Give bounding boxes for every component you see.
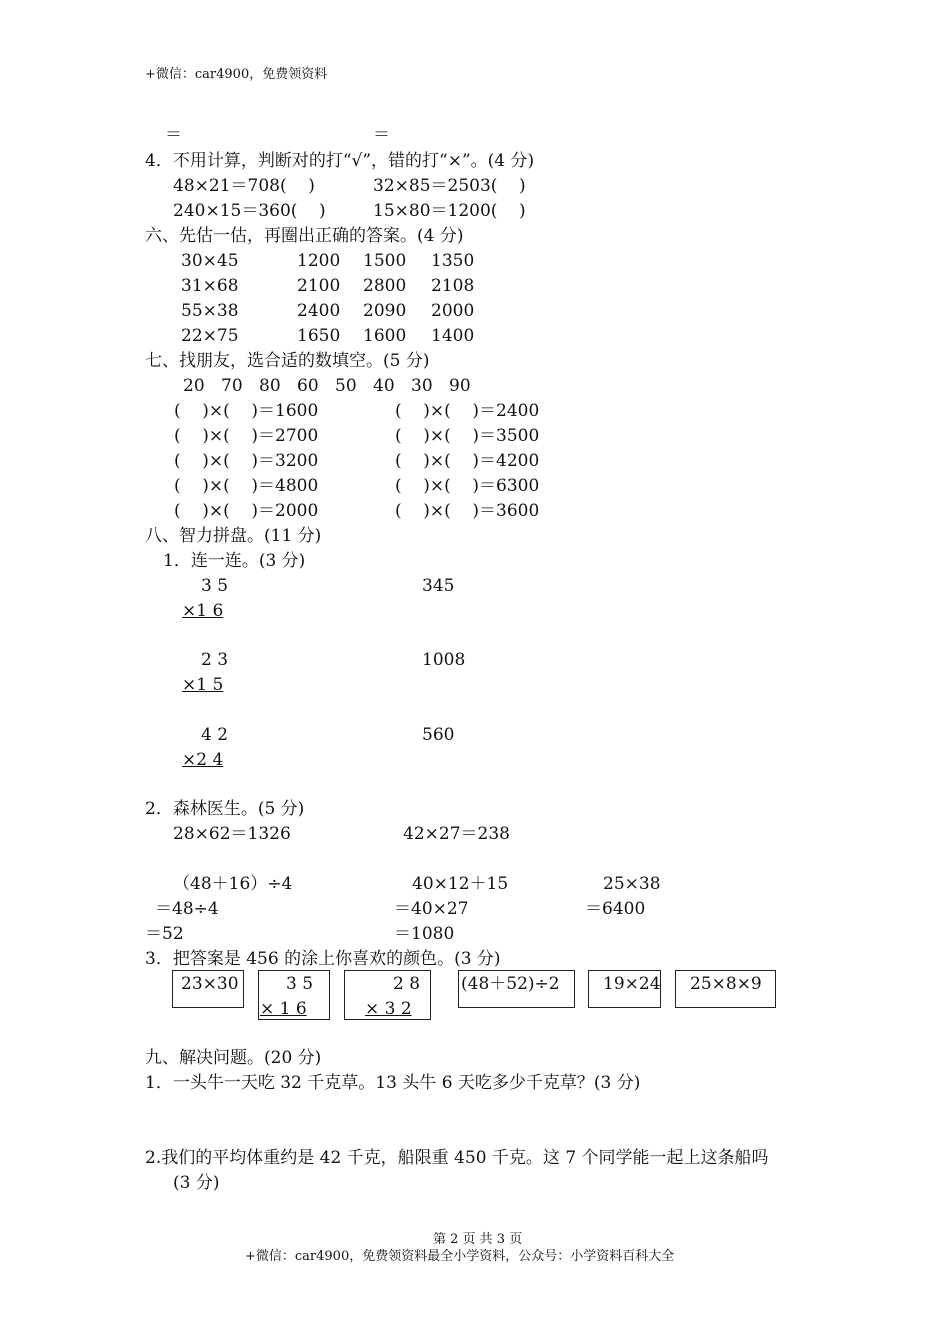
estimate-expr: 22×75 (181, 326, 239, 346)
color-box-text: × 3 2 (365, 999, 412, 1019)
section-6-title: 六、先估一估，再圈出正确的答案。(4 分) (145, 226, 464, 246)
vertical-mult-bottom: ×2 4 (182, 750, 224, 770)
color-box[interactable] (258, 970, 330, 1020)
estimate-option: 1500 (363, 251, 407, 271)
estimate-option: 1650 (297, 326, 341, 346)
equals-sign: ＝ (373, 125, 390, 145)
section-8-title: 八、智力拼盘。(11 分) (145, 526, 322, 546)
equals-sign: ＝ (165, 125, 182, 145)
match-answer: 345 (422, 576, 455, 596)
number-choice: 30 (411, 376, 433, 396)
fill-blank-equation: ( )×( )＝4800 (174, 476, 319, 496)
footer-wechat: +微信：car4900，免费领资料最全小学资料，公众号：小学资料百科大全 (245, 1249, 675, 1264)
doctor-step: ＝1080 (394, 924, 455, 944)
color-box[interactable] (588, 970, 661, 1008)
fill-blank-equation: ( )×( )＝2700 (174, 426, 319, 446)
doctor-step: ＝6400 (585, 899, 646, 919)
color-box[interactable] (458, 970, 575, 1008)
subquestion-3-title: 3．把答案是 456 的涂上你喜欢的颜色。(3 分) (145, 949, 501, 969)
judge-item: 15×80＝1200( ) (373, 201, 526, 221)
problem-2-line-2: (3 分) (173, 1173, 220, 1193)
judge-item: 48×21＝708( ) (173, 176, 315, 196)
problem-2-line-1: 2.我们的平均体重约是 42 千克，船限重 450 千克。这 7 个同学能一起上这条船吗 (145, 1148, 769, 1168)
color-box-text: × 1 6 (260, 999, 307, 1019)
vertical-mult-top: 2 3 (201, 650, 229, 670)
page-number: 第 2 页 共 3 页 (433, 1232, 523, 1247)
number-choice: 70 (221, 376, 243, 396)
doctor-equation: 28×62＝1326 (173, 824, 291, 844)
judge-item: 32×85＝2503( ) (373, 176, 526, 196)
doctor-step: ＝48÷4 (155, 899, 219, 919)
judge-item: 240×15＝360( ) (173, 201, 326, 221)
section-7-title: 七、找朋友，选合适的数填空。(5 分) (145, 351, 430, 371)
match-answer: 1008 (422, 650, 466, 670)
fill-blank-equation: ( )×( )＝3200 (174, 451, 319, 471)
estimate-expr: 31×68 (181, 276, 239, 296)
number-choice: 20 (183, 376, 205, 396)
fill-blank-equation: ( )×( )＝3500 (395, 426, 540, 446)
color-box[interactable] (172, 970, 244, 1008)
number-choice: 90 (449, 376, 471, 396)
number-choice: 50 (335, 376, 357, 396)
color-box[interactable] (344, 970, 431, 1020)
fill-blank-equation: ( )×( )＝6300 (395, 476, 540, 496)
number-choice: 80 (259, 376, 281, 396)
estimate-option: 2000 (431, 301, 475, 321)
problem-1: 1．一头牛一天吃 32 千克草。13 头牛 6 天吃多少千克草？(3 分) (145, 1073, 641, 1093)
fill-blank-equation: ( )×( )＝4200 (395, 451, 540, 471)
doctor-step: 25×38 (603, 874, 661, 894)
doctor-step: 40×12＋15 (412, 874, 509, 894)
vertical-mult-top: 4 2 (201, 725, 229, 745)
doctor-step: ＝40×27 (394, 899, 469, 919)
question-4-title: 4．不用计算，判断对的打“√”，错的打“×”。(4 分) (145, 151, 535, 171)
vertical-mult-top: 3 5 (201, 576, 229, 596)
vertical-mult-bottom: ×1 5 (182, 675, 224, 695)
estimate-expr: 55×38 (181, 301, 239, 321)
color-box-text: 25×8×9 (690, 974, 762, 994)
estimate-option: 2090 (363, 301, 407, 321)
color-box-text: 2 8 (393, 974, 421, 994)
number-choice: 40 (373, 376, 395, 396)
estimate-option: 1200 (297, 251, 341, 271)
number-choice: 60 (297, 376, 319, 396)
fill-blank-equation: ( )×( )＝2000 (174, 501, 319, 521)
color-box-text: 23×30 (181, 974, 239, 994)
fill-blank-equation: ( )×( )＝2400 (395, 401, 540, 421)
doctor-step: （48＋16）÷4 (173, 874, 293, 894)
estimate-option: 2400 (297, 301, 341, 321)
color-box-text: (48＋52)÷2 (461, 974, 560, 994)
estimate-option: 2108 (431, 276, 475, 296)
header-wechat: +微信：car4900，免费领资料 (145, 67, 328, 82)
estimate-option: 1350 (431, 251, 475, 271)
estimate-option: 2100 (297, 276, 341, 296)
section-9-title: 九、解决问题。(20 分) (145, 1048, 322, 1068)
subquestion-2-title: 2．森林医生。(5 分) (145, 799, 305, 819)
color-box[interactable] (675, 970, 776, 1008)
estimate-option: 2800 (363, 276, 407, 296)
estimate-expr: 30×45 (181, 251, 239, 271)
color-box-text: 19×24 (603, 974, 661, 994)
doctor-step: ＝52 (145, 924, 184, 944)
color-box-text: 3 5 (286, 974, 314, 994)
subquestion-1-title: 1．连一连。(3 分) (163, 551, 306, 571)
match-answer: 560 (422, 725, 455, 745)
fill-blank-equation: ( )×( )＝3600 (395, 501, 540, 521)
estimate-option: 1400 (431, 326, 475, 346)
estimate-option: 1600 (363, 326, 407, 346)
doctor-equation: 42×27＝238 (403, 824, 510, 844)
fill-blank-equation: ( )×( )＝1600 (174, 401, 319, 421)
vertical-mult-bottom: ×1 6 (182, 601, 224, 621)
